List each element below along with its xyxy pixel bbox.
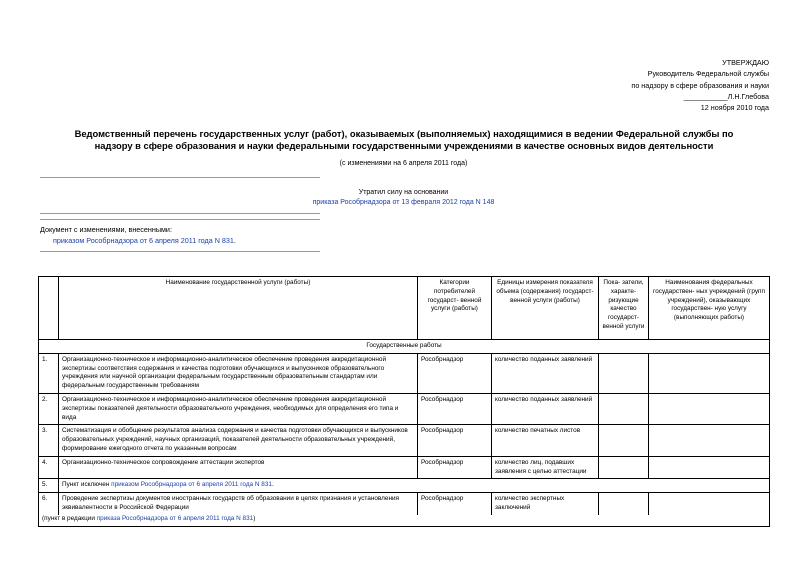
row-indicators	[599, 456, 649, 479]
approval-block	[549, 57, 769, 113]
document-title: Ведомственный перечень государственных услуг (работ), оказываемых (выполняемых) находящимися в ведении Федеральной службы по надзору в сфере образования и науки федеральными государственными учреждениями в качестве основных видов деятельности	[74, 128, 734, 151]
row-unit: количество печатных листов	[492, 425, 599, 456]
row-revision-link[interactable]: приказа Рособрнадзора от 6 апреля 2011 года N 831	[96, 514, 254, 522]
row-name: Организационно-техническое и информационно-аналитическое обеспечение проведения аккредитационной экспертизы показателей деятельности образовательного учреждения, необходимых для определения его типа и вида	[59, 393, 418, 424]
row-num: 1.	[39, 353, 59, 393]
header-category: Категории потребителей государст- венной услуги (работы)	[418, 277, 492, 340]
section-row	[39, 340, 770, 354]
row-unit: количество экспертных заключений	[492, 493, 599, 515]
header-name: Наименование государственной услуги (работы)	[59, 277, 418, 340]
row-category: Рособрнадзор	[418, 425, 492, 456]
invalidated-link-line	[0, 199, 807, 206]
row-category: Рособрнадзор	[418, 353, 492, 393]
approval-date: 12 ноября 2010 года	[700, 103, 769, 113]
row-excluded-link[interactable]: приказом Рособрнадзора от 6 апреля 2011 года N 831	[111, 481, 272, 489]
row-indicators	[599, 493, 649, 515]
services-table	[38, 276, 770, 527]
table-row	[39, 515, 770, 526]
approval-line-2: по надзору в сфере образования и науки	[631, 80, 769, 90]
row-excluded-prefix: Пункт исключен	[62, 481, 110, 489]
divider	[40, 219, 320, 220]
row-excluded-tail: .	[271, 481, 274, 489]
table-row	[39, 493, 770, 515]
row-indicators	[599, 425, 649, 456]
approval-signature: ___________Л.Н.Глебова	[683, 91, 769, 101]
header-num	[39, 277, 59, 340]
row-unit: количество поданных заявлений	[492, 393, 599, 424]
row-category: Рособрнадзор	[418, 456, 492, 479]
header-indicators: Пока- затели, характе- ризующие качество государст- венной услуги	[599, 277, 649, 340]
row-name: Систематизация и обобщение результатов анализа содержания и качества подготовки обучающихся и выпускников образовательных учреждений, научных организаций, показателей деятельности образовательных учреждений, формирование ежегодного отчета по указанным вопросам	[59, 425, 418, 456]
row-excluded-note	[59, 479, 770, 493]
row-revision-note	[39, 515, 770, 526]
row-organizations	[649, 393, 770, 424]
table-row	[39, 353, 770, 393]
document-changes-link[interactable]: приказом Рособрнадзора от 6 апреля 2011 года N 831	[53, 236, 234, 245]
row-name: Организационно-техническое сопровождение аттестации экспертов	[59, 456, 418, 479]
invalidated-label: Утратил силу на основании	[358, 189, 449, 196]
header-unit: Единицы измерения показателя объема (содержания) государст- венной услуги (работы)	[492, 277, 599, 340]
row-category: Рособрнадзор	[418, 493, 492, 515]
row-revision-prefix: (пункт в редакции	[42, 514, 95, 522]
document-changes-line	[40, 235, 236, 246]
row-revision-tail: )	[253, 514, 256, 522]
row-unit: количество лиц, подавших заявления с целью аттестации	[492, 456, 599, 479]
row-num: 4.	[39, 456, 59, 479]
row-organizations	[649, 425, 770, 456]
row-organizations	[649, 353, 770, 393]
approval-heading: УТВЕРЖДАЮ	[722, 58, 769, 67]
invalidated-link[interactable]: приказа Рособрнадзора от 13 февраля 2012 года N 148	[312, 199, 495, 206]
row-name: Проведение экспертизы документов иностранных государств об образовании в целях признания и установления эквивалентности в Российской Федерации	[59, 493, 418, 515]
row-unit: количество поданных заявлений	[492, 353, 599, 393]
document-changes	[40, 224, 236, 246]
header-organizations: Наименования федеральных государствен- ных учреждений (групп учреждений), оказывающих государствен- ную услугу (выполняющих работы)	[649, 277, 770, 340]
table-row	[39, 425, 770, 456]
approval-line-1: Руководитель Федеральной службы	[647, 69, 769, 79]
document-changes-label: Документ с изменениями, внесенными:	[40, 225, 172, 234]
row-indicators	[599, 353, 649, 393]
row-num: 6.	[39, 493, 59, 515]
row-indicators	[599, 393, 649, 424]
row-category: Рособрнадзор	[418, 393, 492, 424]
table-row	[39, 479, 770, 493]
table-row	[39, 393, 770, 424]
table-row	[39, 456, 770, 479]
row-name: Организационно-техническое и информационно-аналитическое обеспечение проведения аккредитационной экспертизы соответствия содержания и качества подготовки обучающихся и выпускников образовательного учреждения или научной организации федеральным государственным образовательным стандартам или федеральным государственным требованиям	[59, 353, 418, 393]
document-changes-tail: .	[233, 236, 236, 245]
divider	[40, 251, 320, 252]
section-title: Государственные работы	[39, 340, 770, 354]
row-num: 5.	[39, 479, 59, 493]
divider	[40, 177, 320, 178]
amendment-note: (с изменениями на 6 апреля 2011 года)	[339, 160, 468, 167]
row-num: 3.	[39, 425, 59, 456]
divider	[40, 213, 320, 214]
row-num: 2.	[39, 393, 59, 424]
row-organizations	[649, 493, 770, 515]
row-organizations	[649, 456, 770, 479]
table-header-row	[39, 277, 770, 340]
